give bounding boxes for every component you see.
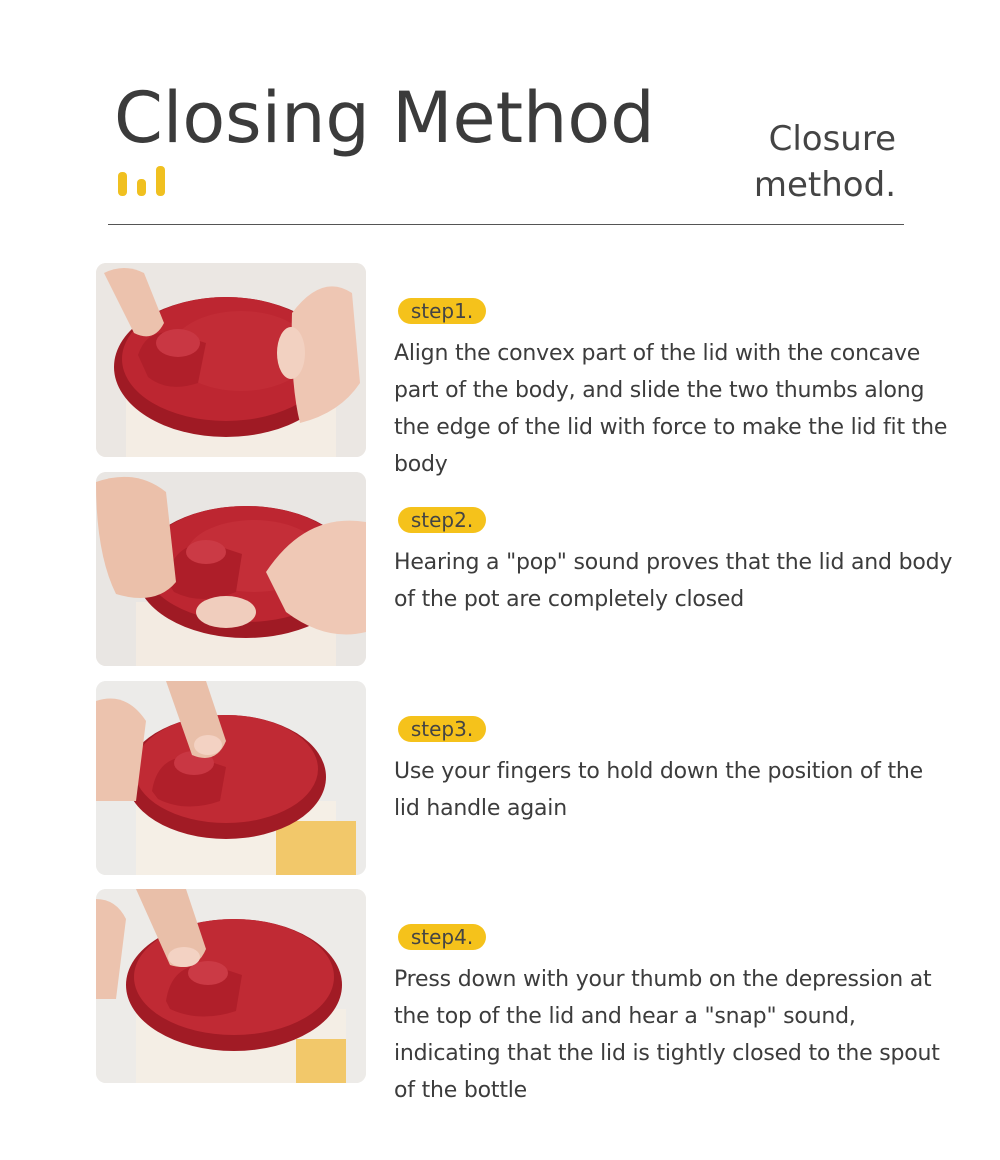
page-title: Closing Method: [114, 77, 655, 159]
step-2-text: Hearing a "pop" sound proves that the lid and body of the pot are completely closed: [394, 550, 953, 612]
step-1-text: Align the convex part of the lid with the concave part of the body, and slide the two thumbs along the edge of the lid with force to make the lid fit the body: [394, 341, 948, 477]
step-4: [96, 889, 956, 1103]
step-3-photo: [96, 681, 366, 875]
page-subtitle: [696, 116, 896, 208]
step-2: [96, 472, 956, 666]
bar-chart-icon: [118, 166, 178, 196]
step-4-photo: [96, 889, 366, 1083]
step-4-badge: step4.: [398, 924, 486, 950]
step-1: [96, 263, 956, 477]
step-3: [96, 681, 956, 875]
step-3-text: Use your fingers to hold down the position of the lid handle again: [394, 759, 923, 821]
header-divider: [108, 224, 904, 225]
subtitle-line-2: method.: [753, 165, 896, 205]
step-4-text: Press down with your thumb on the depression at the top of the lid and hear a "snap" sound, indicating that the lid is tightly closed to the spout of the bottle: [394, 967, 940, 1103]
step-1-badge: step1.: [398, 298, 486, 324]
step-3-badge: step3.: [398, 716, 486, 742]
step-1-photo: [96, 263, 366, 457]
step-2-photo: [96, 472, 366, 666]
subtitle-line-1: Closure: [768, 119, 896, 159]
step-2-badge: step2.: [398, 507, 486, 533]
